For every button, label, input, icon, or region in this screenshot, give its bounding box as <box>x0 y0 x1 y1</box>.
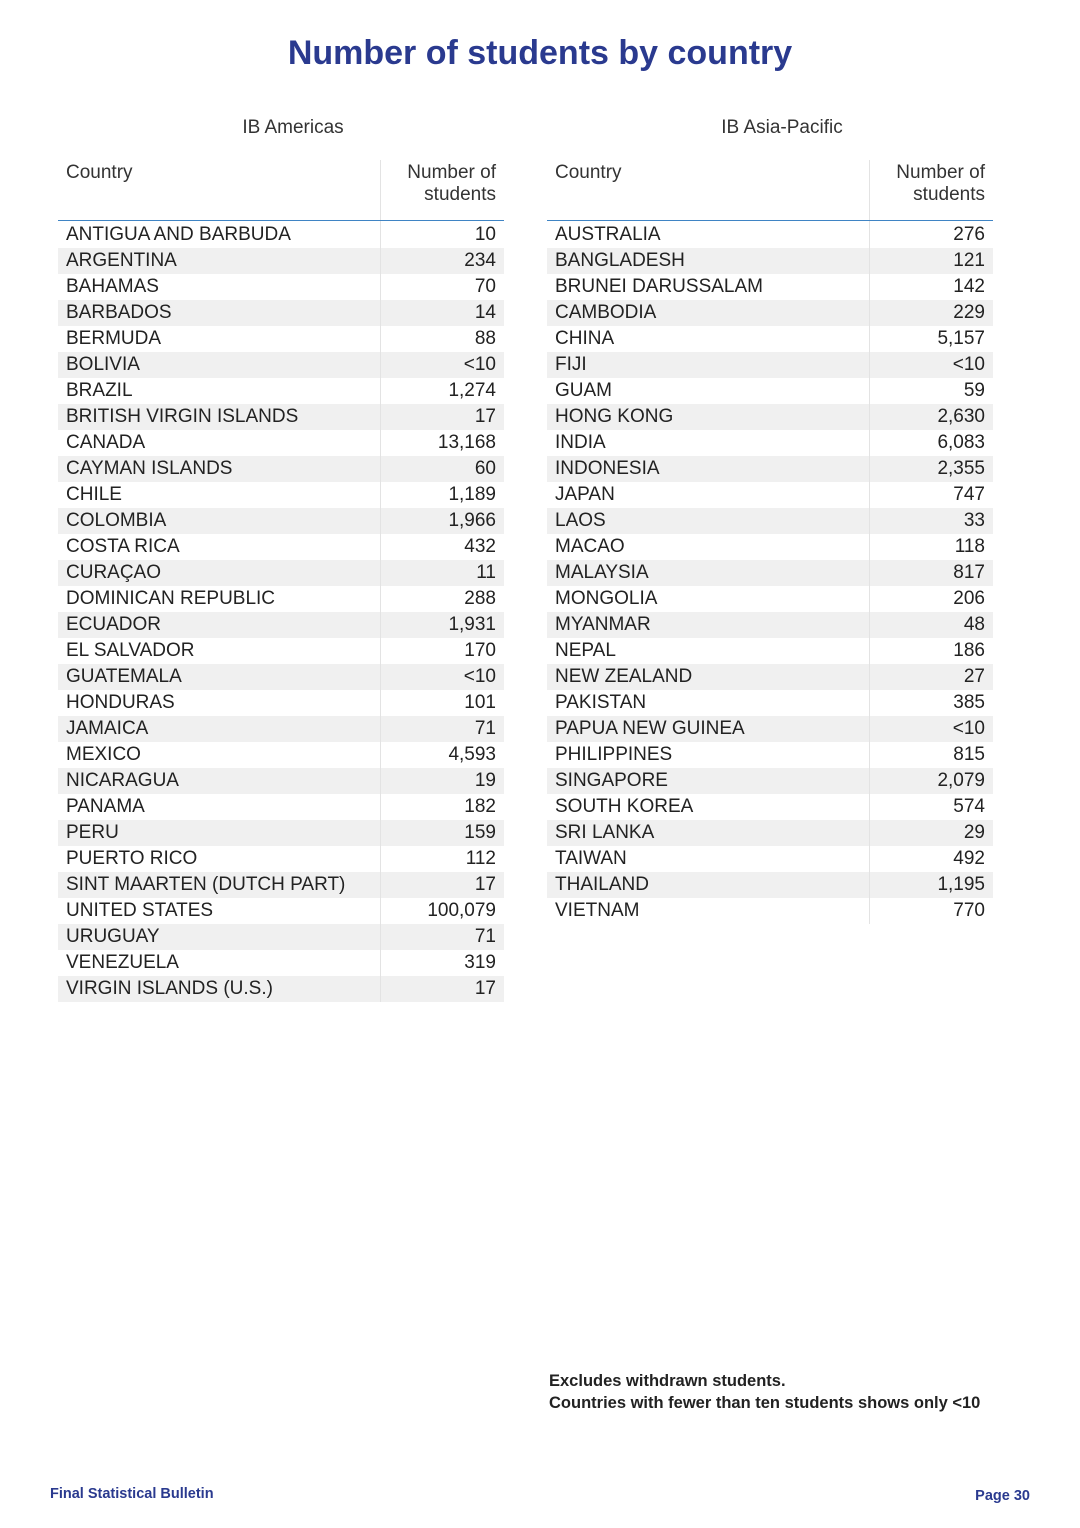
country-cell: HONDURAS <box>66 692 175 713</box>
country-cell: PHILIPPINES <box>555 744 673 765</box>
country-cell: GUAM <box>555 380 612 401</box>
student-count-cell: 276 <box>869 221 993 249</box>
student-count-cell: 29 <box>869 820 993 846</box>
table-row <box>58 508 504 534</box>
page-title: Number of students by country <box>287 34 793 72</box>
table-row <box>547 482 993 508</box>
country-cell: URUGUAY <box>58 924 380 950</box>
country-cell: BOLIVIA <box>58 352 380 378</box>
country-cell: BRUNEI DARUSSALAM <box>555 276 763 297</box>
student-count-cell: 17 <box>380 404 504 430</box>
table-row <box>58 950 504 976</box>
asia-pacific-section <box>547 116 993 924</box>
student-count-cell: 747 <box>869 482 993 508</box>
student-count-cell: 5,157 <box>869 326 993 352</box>
table-row <box>58 326 504 352</box>
country-cell: COLOMBIA <box>58 508 380 534</box>
country-cell: BANGLADESH <box>547 248 869 274</box>
student-count-cell: 492 <box>869 846 993 872</box>
country-cell: ECUADOR <box>58 612 380 638</box>
student-count-cell: 101 <box>380 690 504 716</box>
student-count-cell: 112 <box>380 846 504 872</box>
table-row <box>58 378 504 404</box>
table-row <box>547 638 993 664</box>
table-row <box>58 794 504 820</box>
table-row <box>547 690 993 716</box>
student-count-cell: 1,931 <box>380 612 504 638</box>
country-cell: ARGENTINA <box>58 248 380 274</box>
country-cell: AUSTRALIA <box>555 224 661 245</box>
country-cell: MYANMAR <box>547 612 869 638</box>
table-row <box>547 508 993 534</box>
country-cell: JAMAICA <box>58 716 380 742</box>
student-count-cell: <10 <box>869 716 993 742</box>
table-row <box>547 378 993 404</box>
student-count-cell: 1,195 <box>869 872 993 898</box>
student-count-cell: 385 <box>869 690 993 716</box>
table-row <box>58 716 504 742</box>
country-cell: INDIA <box>555 432 606 453</box>
country-cell: GUATEMALA <box>58 664 380 690</box>
table-row <box>58 221 504 249</box>
country-cell: BRAZIL <box>66 380 133 401</box>
country-cell: TAIWAN <box>555 848 627 869</box>
country-cell: JAPAN <box>555 484 615 505</box>
country-cell: PANAMA <box>66 796 145 817</box>
country-cell: EL SALVADOR <box>66 640 195 661</box>
country-cell: CAYMAN ISLANDS <box>58 456 380 482</box>
country-cell: INDONESIA <box>547 456 869 482</box>
asia-pacific-country-header: Country <box>547 160 869 221</box>
asia-pacific-number-header-line1: Number of <box>896 162 985 183</box>
table-row <box>547 898 993 924</box>
student-count-cell: 33 <box>869 508 993 534</box>
student-count-cell: 19 <box>380 768 504 794</box>
student-count-cell: 14 <box>380 300 504 326</box>
table-row <box>547 560 993 586</box>
student-count-cell: 2,630 <box>869 404 993 430</box>
table-row <box>547 794 993 820</box>
table-row <box>58 586 504 612</box>
table-row <box>547 300 993 326</box>
country-cell: PAPUA NEW GUINEA <box>547 716 869 742</box>
country-cell: MEXICO <box>66 744 141 765</box>
student-count-cell: 206 <box>869 586 993 612</box>
table-row <box>58 976 504 1002</box>
table-row <box>58 248 504 274</box>
student-count-cell: 27 <box>869 664 993 690</box>
table-row <box>58 534 504 560</box>
table-row <box>547 352 993 378</box>
student-count-cell: 48 <box>869 612 993 638</box>
table-row <box>58 274 504 300</box>
table-row <box>58 404 504 430</box>
asia-pacific-number-header-line2: students <box>913 184 985 205</box>
student-count-cell: 170 <box>380 638 504 664</box>
student-count-cell: 70 <box>380 274 504 300</box>
table-row <box>547 612 993 638</box>
table-row <box>547 248 993 274</box>
student-count-cell: <10 <box>380 352 504 378</box>
footnote-line-1: Excludes withdrawn students. <box>549 1372 786 1390</box>
table-row <box>58 820 504 846</box>
student-count-cell: 182 <box>380 794 504 820</box>
student-count-cell: 121 <box>869 248 993 274</box>
student-count-cell: 4,593 <box>380 742 504 768</box>
country-cell: COSTA RICA <box>66 536 180 557</box>
country-cell: BRITISH VIRGIN ISLANDS <box>58 404 380 430</box>
table-row <box>58 768 504 794</box>
asia-pacific-table-body <box>547 221 993 925</box>
country-cell: VIRGIN ISLANDS (U.S.) <box>58 976 380 1002</box>
country-cell: VIETNAM <box>555 900 640 921</box>
student-count-cell: 1,966 <box>380 508 504 534</box>
student-count-cell: 319 <box>380 950 504 976</box>
table-row <box>547 221 993 249</box>
country-cell: PUERTO RICO <box>66 848 198 869</box>
table-row <box>547 326 993 352</box>
table-row <box>58 742 504 768</box>
student-count-cell: 229 <box>869 300 993 326</box>
americas-table <box>58 160 504 1002</box>
student-count-cell: 59 <box>869 378 993 404</box>
country-cell: SINGAPORE <box>547 768 869 794</box>
table-row <box>547 456 993 482</box>
table-row <box>58 456 504 482</box>
table-row <box>547 664 993 690</box>
student-count-cell: 2,355 <box>869 456 993 482</box>
table-row <box>58 612 504 638</box>
country-cell: CHILE <box>66 484 122 505</box>
country-cell: SRI LANKA <box>547 820 869 846</box>
table-row <box>547 716 993 742</box>
student-count-cell: 6,083 <box>869 430 993 456</box>
americas-country-header: Country <box>58 160 380 221</box>
country-cell: NICARAGUA <box>58 768 380 794</box>
student-count-cell: 770 <box>869 898 993 924</box>
table-row <box>547 274 993 300</box>
student-count-cell: 288 <box>380 586 504 612</box>
americas-region-title: IB Americas <box>242 117 344 138</box>
table-row <box>58 924 504 950</box>
student-count-cell: 186 <box>869 638 993 664</box>
footer-page-number: Page 30 <box>975 1488 1030 1504</box>
americas-number-header-line1: Number of <box>407 162 496 183</box>
table-row <box>58 690 504 716</box>
country-cell: MALAYSIA <box>547 560 869 586</box>
table-row <box>58 560 504 586</box>
country-cell: LAOS <box>547 508 869 534</box>
student-count-cell: 817 <box>869 560 993 586</box>
country-cell: HONG KONG <box>547 404 869 430</box>
footer-publication-title: Final Statistical Bulletin <box>50 1486 214 1502</box>
table-row <box>58 872 504 898</box>
table-row <box>58 300 504 326</box>
student-count-cell: 142 <box>869 274 993 300</box>
country-cell: CANADA <box>66 432 146 453</box>
country-cell: SINT MAARTEN (DUTCH PART) <box>58 872 380 898</box>
table-row <box>547 534 993 560</box>
student-count-cell: 11 <box>380 560 504 586</box>
americas-number-header <box>380 160 504 221</box>
table-row <box>547 742 993 768</box>
table-row <box>58 430 504 456</box>
student-count-cell: 159 <box>380 820 504 846</box>
student-count-cell: 815 <box>869 742 993 768</box>
country-cell: CURAÇAO <box>58 560 380 586</box>
country-cell: CAMBODIA <box>547 300 869 326</box>
student-count-cell: 432 <box>380 534 504 560</box>
student-count-cell: 60 <box>380 456 504 482</box>
student-count-cell: 10 <box>380 221 504 249</box>
student-count-cell: 1,189 <box>380 482 504 508</box>
country-cell: NEW ZEALAND <box>547 664 869 690</box>
table-row <box>547 846 993 872</box>
student-count-cell: 88 <box>380 326 504 352</box>
country-cell: PAKISTAN <box>555 692 647 713</box>
student-count-cell: 1,274 <box>380 378 504 404</box>
country-cell: THAILAND <box>547 872 869 898</box>
student-count-cell: 17 <box>380 976 504 1002</box>
student-count-cell: 13,168 <box>380 430 504 456</box>
student-count-cell: 100,079 <box>380 898 504 924</box>
asia-pacific-region-title: IB Asia-Pacific <box>721 117 843 138</box>
americas-header-row <box>58 160 504 221</box>
student-count-cell: 71 <box>380 924 504 950</box>
country-cell: BARBADOS <box>58 300 380 326</box>
student-count-cell: 574 <box>869 794 993 820</box>
asia-pacific-number-header <box>869 160 993 221</box>
country-cell: DOMINICAN REPUBLIC <box>66 588 276 609</box>
student-count-cell: 234 <box>380 248 504 274</box>
student-count-cell: 118 <box>869 534 993 560</box>
country-cell: BAHAMAS <box>66 276 159 297</box>
country-cell: ANTIGUA AND BARBUDA <box>66 224 291 245</box>
table-row <box>547 430 993 456</box>
footnote-line-2: Countries with fewer than ten students shows only <10 <box>549 1394 981 1412</box>
asia-pacific-table <box>547 160 993 924</box>
table-row <box>58 664 504 690</box>
student-count-cell: <10 <box>869 352 993 378</box>
country-cell: SOUTH KOREA <box>555 796 694 817</box>
country-cell: PERU <box>58 820 380 846</box>
student-count-cell: 17 <box>380 872 504 898</box>
country-cell: UNITED STATES <box>66 900 214 921</box>
country-cell: NEPAL <box>555 640 616 661</box>
table-row <box>58 898 504 924</box>
asia-pacific-header-row <box>547 160 993 221</box>
americas-section <box>58 116 504 1002</box>
table-row <box>547 820 993 846</box>
table-row <box>58 846 504 872</box>
americas-table-body <box>58 221 504 1003</box>
table-row <box>58 482 504 508</box>
country-cell: MACAO <box>555 536 625 557</box>
table-row <box>58 638 504 664</box>
student-count-cell: 2,079 <box>869 768 993 794</box>
footnote <box>549 1370 980 1414</box>
country-cell: CHINA <box>555 328 615 349</box>
country-cell: FIJI <box>547 352 869 378</box>
country-cell: BERMUDA <box>66 328 162 349</box>
table-row <box>547 586 993 612</box>
table-row <box>58 352 504 378</box>
americas-number-header-line2: students <box>424 184 496 205</box>
student-count-cell: 71 <box>380 716 504 742</box>
table-row <box>547 404 993 430</box>
country-cell: MONGOLIA <box>555 588 658 609</box>
table-row <box>547 768 993 794</box>
student-count-cell: <10 <box>380 664 504 690</box>
country-cell: VENEZUELA <box>66 952 179 973</box>
table-row <box>547 872 993 898</box>
